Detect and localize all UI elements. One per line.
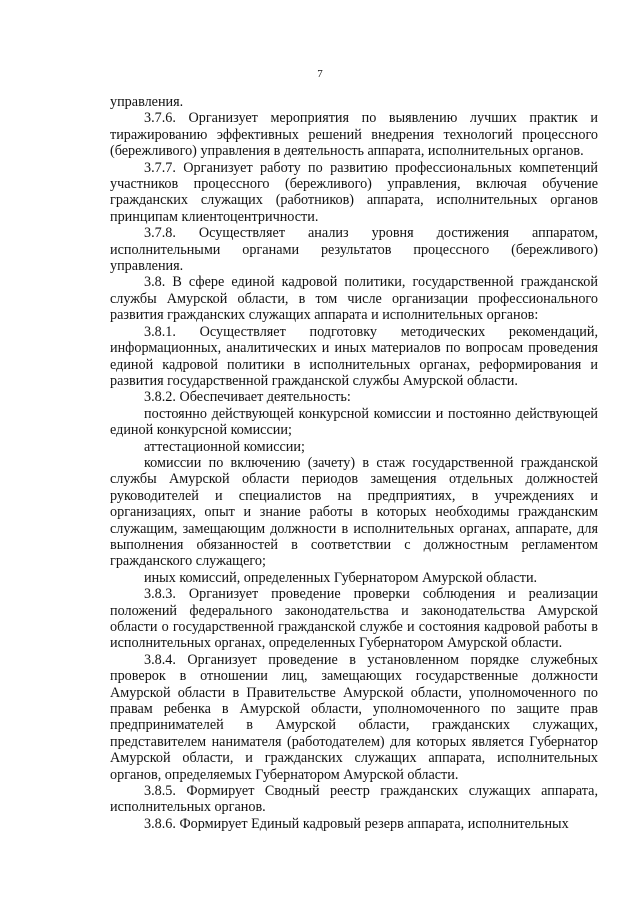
paragraph: 3.8.2. Обеспечивает деятельность: — [144, 389, 351, 406]
document-body — [110, 94, 598, 832]
paragraph: 3.8.4. Организует проведение в установленном порядке служебных проверок в отношении лиц, замещающих государственные должности Амурской области в Правительстве Амурской области, уполномоченного по правам ребенка в Амурской области, уполномоченного по защите прав предпринимателей в Амурской области, гражданских служащих, представителем нанимателя (работодателем) для которых является Губернатор Амурской области, и гражданских служащих аппарата, исполнительных органов, определяемых Губернатором Амурской области. — [110, 651, 598, 783]
paragraph: 3.8.3. Организует проведение проверки соблюдения и реализации положений федерального законодательства и законодательства Амурской области о государственной гражданской службе и состояния кадровой работы в исполнительных органах, определенных Губернатором Амурской области. — [110, 586, 598, 652]
paragraph: 3.7.8. Осуществляет анализ уровня достижения аппаратом, исполнительными органами результатов процессного (бережливого) управления. — [110, 225, 598, 275]
paragraph: иных комиссий, определенных Губернатором Амурской области. — [144, 569, 538, 586]
paragraph: управления. — [110, 94, 184, 110]
paragraph: 3.7.6. Организует мероприятия по выявлению лучших практик и тиражированию эффективных решений внедрения технологий процессного (бережливого) управления в деятельность аппарата, исполнительных органов. — [110, 110, 598, 160]
paragraph: постоянно действующей конкурсной комиссии и постоянно действующей единой конкурсной комиссии; — [110, 405, 598, 439]
paragraph: аттестационной комиссии; — [144, 438, 305, 455]
paragraph: 3.8.5. Формирует Сводный реестр гражданских служащих аппарата, исполнительных органов. — [110, 783, 598, 816]
page-number: 7 — [317, 68, 323, 80]
paragraph: 3.8. В сфере единой кадровой политики, государственной гражданской службы Амурской области, в том числе организации профессионального развития гражданских служащих аппарата и исполнительных органов: — [110, 274, 598, 324]
paragraph: комиссии по включению (зачету) в стаж государственной гражданской службы Амурской области периодов замещения отдельных должностей руководителей и специалистов на предприятиях, в учреждениях и организациях, опыт и знание работы в которых необходимы гражданским служащим, замещающим должности в исполнительных органах, аппарате, для выполнения обязанностей в соответствии с должностным регламентом гражданского служащего; — [110, 454, 598, 570]
paragraph: 3.8.6. Формирует Единый кадровый резерв аппарата, исполнительных — [144, 815, 569, 832]
paragraph: 3.7.7. Организует работу по развитию профессиональных компетенций участников процессного (бережливого) управления, включая обучение гражданских служащих (работников) аппарата, исполнительных органов принципам клиентоцентричности. — [110, 159, 598, 225]
paragraph: 3.8.1. Осуществляет подготовку методических рекомендаций, информационных, аналитических и иных материалов по вопросам проведения единой кадровой политики в исполнительных органах, реформирования и развития государственной гражданской службы Амурской области. — [110, 323, 598, 389]
